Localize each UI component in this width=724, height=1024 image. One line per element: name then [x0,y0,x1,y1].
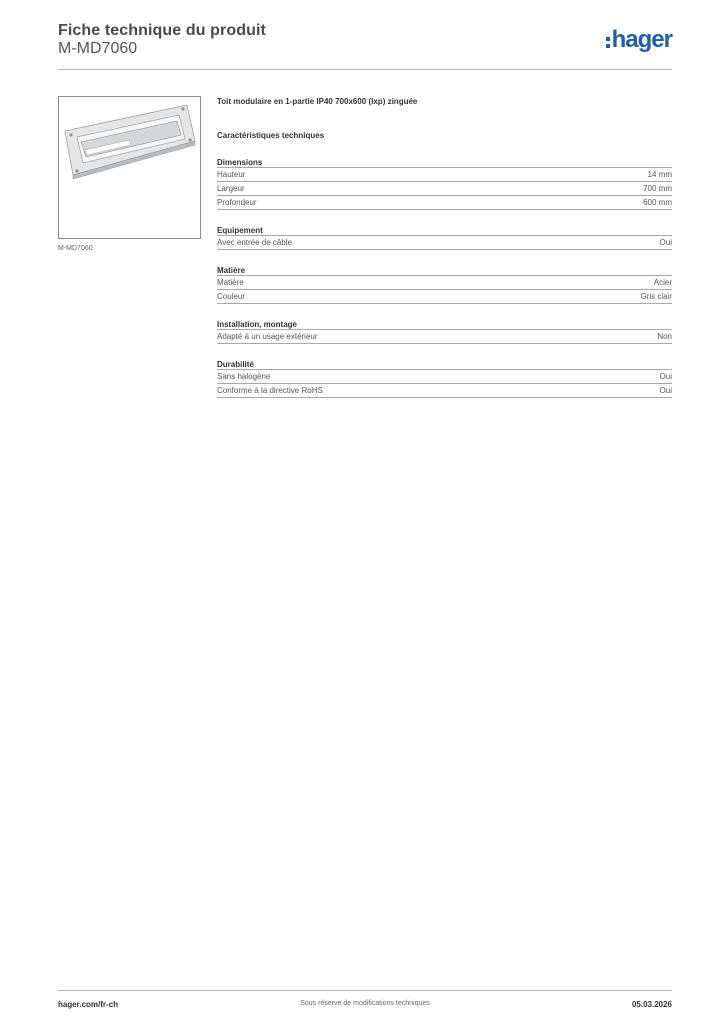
spec-label: Couleur [217,292,246,301]
page-footer [58,990,672,1014]
spec-group-matiere [217,265,672,304]
spec-label: Avec entrée de câble [217,238,293,247]
disclaimer-text: Sous réserve de modifications techniques [300,1000,430,1007]
document-title: Fiche technique du produit [58,22,266,39]
spec-row [217,276,672,290]
roof-panel-product-image [58,96,201,239]
spec-label: Profondeur [217,198,257,207]
spec-label: Largeur [217,184,245,193]
spec-value: Oui [659,372,672,381]
website-link[interactable]: hager.com/fr-ch [58,1000,119,1009]
spec-group-title: Dimensions [217,157,672,168]
spec-group-title: Matière [217,265,672,276]
logo-dots-icon [606,37,610,48]
spec-label: Adapté à un usage extérieur [217,332,318,341]
spec-row [217,384,672,398]
spec-value: Acier [653,278,672,287]
product-description: Toit modulaire en 1-partie IP40 700x600 (lxp) zinguée [217,97,418,106]
logo-text: hager [611,26,672,53]
product-reference: M-MD7060 [58,40,138,57]
document-date: 05.03.2026 [631,1000,672,1009]
spec-row [217,370,672,384]
spec-group-title: Equipement [217,225,672,236]
spec-value: Oui [659,238,672,247]
spec-value: Non [657,332,672,341]
specifications-panel [217,96,672,398]
spec-row [217,236,672,250]
spec-row [217,182,672,196]
spec-group-equipement [217,225,672,250]
image-caption: M-MD7060 [58,245,93,252]
spec-group-durabilite [217,359,672,398]
spec-label: Sans halogène [217,372,271,381]
spec-label: Conforme à la directive RoHS [217,386,323,395]
spec-group-title: Durabilité [217,359,672,370]
spec-value: Gris clair [640,292,672,301]
spec-value: Oui [659,386,672,395]
spec-label: Hauteur [217,170,246,179]
spec-group-title: Installation, montage [217,319,672,330]
hager-logo [606,26,672,54]
spec-row [217,196,672,210]
spec-value: 14 mm [647,170,672,179]
spec-value: 700 mm [643,184,672,193]
spec-label: Matière [217,278,244,287]
spec-value: 600 mm [643,198,672,207]
spec-row [217,330,672,344]
spec-row [217,290,672,304]
spec-group-installation [217,319,672,344]
page-header [58,22,672,70]
spec-row [217,168,672,182]
spec-group-dimensions [217,157,672,210]
specs-heading: Caractéristiques techniques [217,131,325,140]
